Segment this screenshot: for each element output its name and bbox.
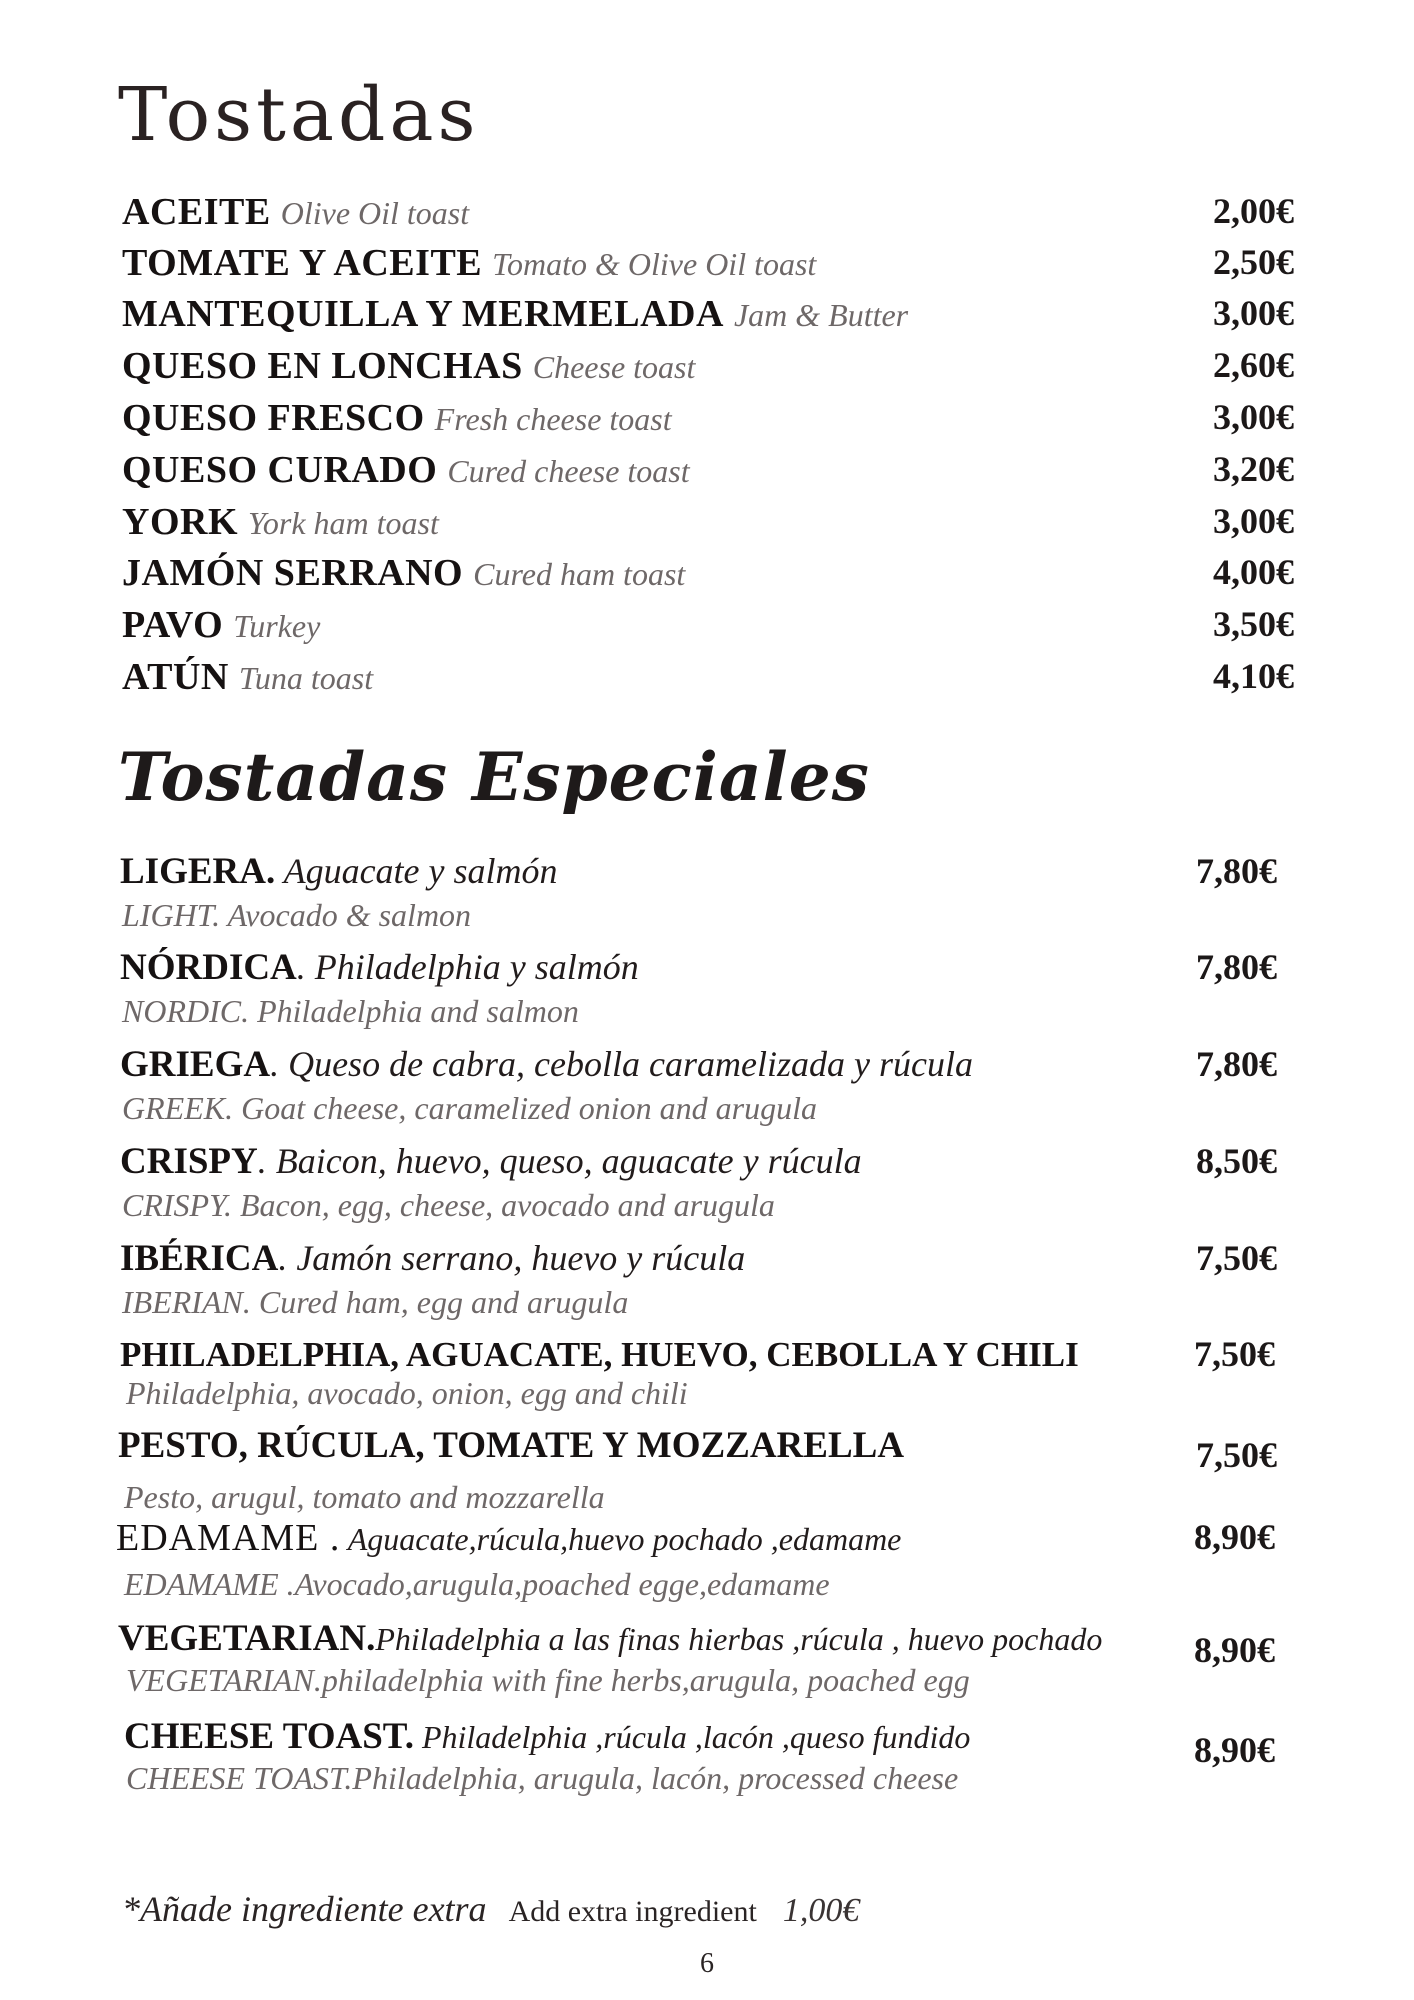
extra-ingredient-price: 1,00€ — [782, 1892, 860, 1929]
special-item — [120, 1333, 1305, 1412]
special-name: NÓRDICA — [120, 947, 297, 988]
menu-item — [122, 603, 1302, 651]
menu-item — [122, 190, 1302, 238]
special-name: CHEESE TOAST. — [124, 1716, 414, 1757]
special-item — [120, 946, 1305, 1030]
section-title-tostadas: Tostadas — [118, 72, 480, 158]
item-name: MANTEQUILLA Y MERMELADA — [122, 293, 724, 335]
special-description-en: VEGETARIAN.philadelphia with fine herbs,arugula, poached egg — [126, 1662, 970, 1698]
item-description: Turkey — [233, 608, 321, 644]
extra-ingredient-en: Add extra ingredient — [508, 1895, 757, 1928]
menu-item — [122, 396, 1302, 444]
section-title-especiales: Tostadas Especiales — [118, 738, 870, 816]
menu-item — [122, 500, 1302, 548]
special-price: 7,50€ — [1196, 1238, 1277, 1278]
item-price: 3,00€ — [1213, 293, 1294, 333]
item-price: 2,50€ — [1213, 242, 1294, 282]
item-name: QUESO EN LONCHAS — [122, 345, 523, 387]
item-price: 2,00€ — [1213, 191, 1294, 231]
item-description: Cheese toast — [532, 349, 696, 385]
item-name: QUESO FRESCO — [122, 397, 425, 439]
item-price: 4,10€ — [1213, 656, 1294, 696]
special-item — [120, 1043, 1305, 1127]
special-price: 8,50€ — [1196, 1141, 1277, 1181]
item-name: ATÚN — [122, 656, 229, 698]
special-price: 7,50€ — [1194, 1334, 1275, 1374]
special-description-es: Aguacate y salmón — [275, 851, 558, 891]
special-description-en: EDAMAME .Avocado,arugula,poached egge,edamame — [124, 1566, 830, 1602]
special-price: 7,80€ — [1196, 1044, 1277, 1084]
item-price: 3,50€ — [1213, 604, 1294, 644]
special-item — [118, 1617, 1303, 1699]
item-price: 2,60€ — [1213, 345, 1294, 385]
special-name: PESTO, RÚCULA, TOMATE Y MOZZARELLA — [118, 1425, 905, 1466]
special-name: VEGETARIAN. — [118, 1618, 376, 1659]
extra-ingredient-es: *Añade ingrediente extra — [122, 1889, 487, 1929]
page-number: 6 — [700, 1948, 714, 1979]
special-description-es: . Queso de cabra, cebolla caramelizada y rúcula — [270, 1044, 973, 1084]
special-description-en: CHEESE TOAST.Philadelphia, arugula, lacón, processed cheese — [126, 1760, 959, 1796]
special-name: CRISPY — [120, 1141, 258, 1182]
item-price: 3,20€ — [1213, 449, 1294, 489]
item-description: Cured ham toast — [473, 556, 686, 592]
special-name: EDAMAME . — [116, 1517, 341, 1559]
item-name: JAMÓN SERRANO — [122, 552, 464, 594]
special-description-es: Philadelphia a las finas hierbas ,rúcula , huevo pochado — [375, 1621, 1103, 1657]
special-item — [120, 1237, 1305, 1321]
item-description: Olive Oil toast — [280, 195, 470, 231]
item-description: Fresh cheese toast — [434, 401, 672, 437]
special-price: 8,90€ — [1194, 1630, 1275, 1670]
special-description-es: . Jamón serrano, huevo y rúcula — [278, 1238, 746, 1278]
special-price: 7,80€ — [1196, 947, 1277, 987]
menu-item — [122, 241, 1302, 289]
item-description: York ham toast — [248, 505, 439, 541]
item-name: TOMATE Y ACEITE — [122, 242, 483, 284]
item-description: Jam & Butter — [733, 297, 909, 333]
special-description-es: . Baicon, huevo, queso, aguacate y rúcula — [257, 1141, 862, 1181]
special-name: PHILADELPHIA, AGUACATE, HUEVO, CEBOLLA Y CHILI — [120, 1335, 1079, 1374]
menu-item — [122, 448, 1302, 496]
item-price: 3,00€ — [1213, 397, 1294, 437]
special-price: 7,80€ — [1196, 851, 1277, 891]
item-name: YORK — [122, 501, 238, 543]
special-description-es: Philadelphia ,rúcula ,lacón ,queso fundido — [413, 1719, 971, 1755]
special-description-en: Pesto, arugul, tomato and mozzarella — [124, 1479, 605, 1515]
special-description-en: NORDIC. Philadelphia and salmon — [122, 993, 579, 1029]
special-name: IBÉRICA — [120, 1238, 279, 1279]
item-description: Cured cheese toast — [447, 453, 690, 489]
special-name: GRIEGA — [120, 1044, 271, 1085]
item-name: PAVO — [122, 604, 224, 646]
special-description-en: GREEK. Goat cheese, caramelized onion and arugula — [122, 1090, 817, 1126]
item-description: Tomato & Olive Oil toast — [492, 246, 817, 282]
special-description-en: CRISPY. Bacon, egg, cheese, avocado and arugula — [122, 1187, 775, 1223]
extra-ingredient-note — [122, 1888, 859, 1930]
item-name: QUESO CURADO — [122, 449, 438, 491]
special-item — [118, 1424, 1303, 1516]
menu-item — [122, 551, 1302, 599]
special-item — [124, 1715, 1309, 1797]
item-description: Tuna toast — [238, 660, 374, 696]
special-name: LIGERA. — [120, 851, 276, 892]
special-price: 8,90€ — [1194, 1730, 1275, 1770]
special-item — [120, 850, 1305, 934]
special-item — [116, 1516, 1301, 1603]
special-price: 8,90€ — [1194, 1517, 1275, 1557]
menu-item — [122, 344, 1302, 392]
special-description-en: LIGHT. Avocado & salmon — [122, 897, 472, 933]
special-price: 7,50€ — [1196, 1435, 1277, 1475]
special-description-en: Philadelphia, avocado, onion, egg and chili — [126, 1375, 688, 1411]
item-price: 4,00€ — [1213, 552, 1294, 592]
special-description-en: IBERIAN. Cured ham, egg and arugula — [122, 1284, 629, 1320]
menu-item — [122, 655, 1302, 703]
special-description-es: Aguacate,rúcula,huevo pochado ,edamame — [340, 1521, 902, 1557]
menu-item — [122, 292, 1302, 340]
special-item — [120, 1140, 1305, 1224]
special-description-es: . Philadelphia y salmón — [296, 947, 639, 987]
item-name: ACEITE — [122, 191, 271, 233]
item-price: 3,00€ — [1213, 501, 1294, 541]
